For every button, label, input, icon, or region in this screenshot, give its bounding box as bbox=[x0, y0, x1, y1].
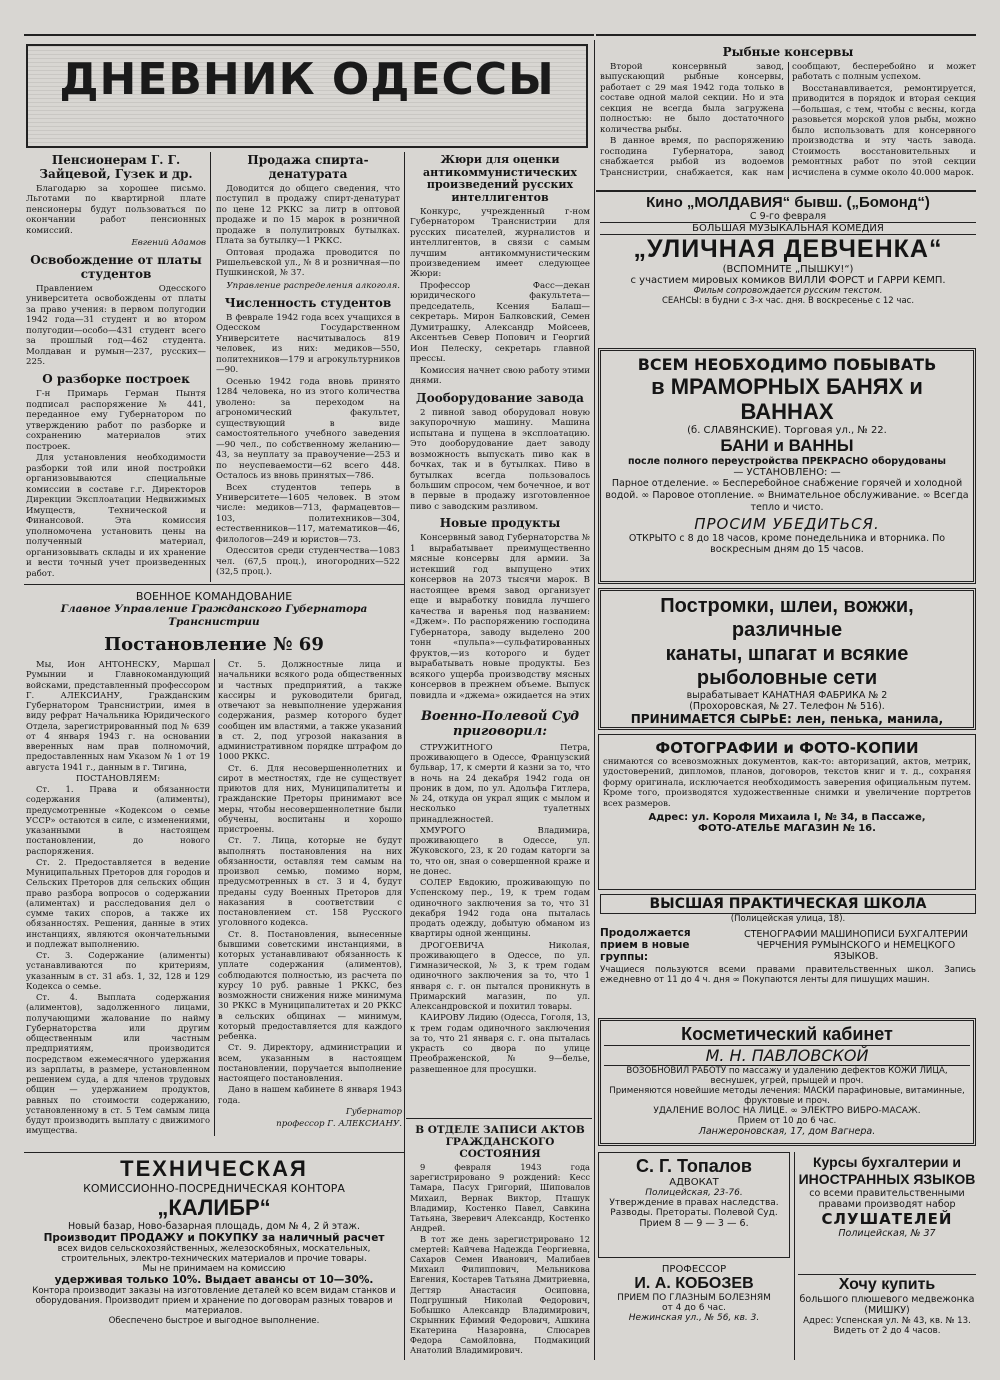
kobozev-title: ПРОФЕССОР bbox=[661, 1264, 727, 1275]
decree-title: Постановление № 69 bbox=[104, 634, 324, 656]
kobozev-address: Нежинская ул., № 56, кв. 3. bbox=[628, 1313, 760, 1323]
topalov-hours: Прием 8 — 9 — 3 — 6. bbox=[639, 1218, 749, 1229]
article-registry bbox=[410, 1122, 590, 1360]
decree-article-6: Ст. 6. Для несовершеннолетних и сирот в местностях, где не существует приютов для них, Муниципалитеты и гражданские Преторы принимают все меры, чтобы несовершеннолетние были обучены, воспитаны и хорошо пристроены. bbox=[218, 762, 402, 835]
ad-photo bbox=[598, 734, 976, 890]
decree-article-9: Ст. 9. Директору, администрации и всем, указанным в настоящем постановлении, поручается выполнение настоящего постановления. bbox=[218, 1042, 402, 1084]
topalov-address: Полицейская, 23-76. bbox=[645, 1188, 743, 1198]
cosmetic-methods: Применяются новейшие методы лечения: МАСКИ парафиновые, витаминные, фруктовые и проч. bbox=[609, 1086, 965, 1106]
cinema-film-title: „УЛИЧНАЯ ДЕВЧЕНКА“ bbox=[633, 235, 943, 263]
cinema-name: Кино „МОЛДАВИЯ“ бывш. („Бомонд“) bbox=[646, 194, 930, 211]
article-title-brewery: Дооборудование завода bbox=[416, 390, 584, 405]
ad-school bbox=[600, 894, 976, 1016]
cosmetic-address: Ланжероновская, 17, дом Вагнера. bbox=[698, 1126, 876, 1137]
court-title: Военно-Полевой Суд приговорил: bbox=[420, 709, 580, 739]
ad-bear bbox=[798, 1276, 976, 1360]
kalibr-commission: Мы не принимаем на комиссию bbox=[142, 1264, 286, 1274]
cinema-subtitle: (ВСПОМНИТЕ „ПЫШКУ!“) bbox=[722, 263, 854, 275]
registry-deaths: В тот же день зарегистрировано 12 смертей: Кайчева Надежда Георгиевна, Сахаров Семен Иванович, Малибаев Михаил Филиппович, Мельникова Евгения, Костарев Татьяна Дмитриевна, Дегтяр Анастасия Осиповна, Подгрушный Николай Федорович, Бобышко Александр Владимирович, Скрынник Ефимий Федорович, Ашкина Екатерина Назаровна, Слюсарев Федора Самойловна, Подмакиций Анатолий Владимирович. bbox=[410, 1233, 590, 1356]
ad-baths bbox=[598, 348, 976, 584]
baths-headline: ВСЕМ НЕОБХОДИМО ПОБЫВАТЬ bbox=[637, 355, 937, 374]
decree-given: Дано в нашем кабинете 8 января 1943 года. bbox=[218, 1084, 402, 1105]
decree-article-2: Ст. 2. Предоставляется в ведение Муниципальных Преторов для городов и Сельских Преторов для сельских общин право разбора вопросов о содержании (алиментах) и расследования дел о сумме таких споров, а также их обязанностях. Решения, данные в этих инстанциях, являются окончательными и подлежат выполнению. bbox=[26, 856, 210, 949]
article-body-students-count-1: В феврале 1942 года всех учащихся в Одесском Государственном Университете насчитывалось 819 человек, из них: медиков—550, политехников—179 и агрокультурников—90. bbox=[216, 312, 400, 376]
article-body-buildings-1: Г-н Примарь Герман Пынтя подписал распоряжение № 441, переданное ему Губернатором по утверждению работ по разборке и сохранению материалов этих построек. bbox=[26, 389, 206, 452]
school-address: (Полицейская улица, 18). bbox=[730, 914, 846, 924]
article-title-pensioners: Пенсионерам Г. Г. Зайцевой, Гузек и др. bbox=[39, 153, 193, 181]
ad-kalibr bbox=[26, 1156, 402, 1360]
court-verdict-2: ХМУРОГО Владимира, проживающего в Одессе, ул. Жуковского, 23, к 20 годам каторги за то, что он, зная о совершенной краже и не донес. bbox=[410, 824, 590, 876]
photo-studio: ФОТО-АТЕЛЬЕ МАГАЗИН № 16. bbox=[698, 823, 876, 835]
article-title-students-fee: Освобождение от платы студентов bbox=[30, 253, 202, 281]
column-1 bbox=[26, 152, 206, 582]
kobozev-hours: от 4 до 6 час. bbox=[661, 1303, 726, 1313]
baths-address: (б. СЛАВЯНСКИЕ). Торговая ул., № 22. bbox=[687, 424, 887, 436]
article-body-spirit-1: Доводится до общего сведения, что поступил в продажу спирт-денатурат по цене 12 РККС за литр в оптовой продаже и по 15 марок в розничной продаже в полулитровых бутылках. Плата за бутылку—1 РККС. bbox=[216, 183, 400, 247]
masthead bbox=[26, 44, 588, 148]
article-title-buildings: О разборке построек bbox=[42, 372, 190, 387]
decree-administration: Главное Управление Гражданского Губернатора Транснистрии bbox=[60, 603, 368, 628]
ad-cosmetic bbox=[598, 1018, 976, 1146]
ad-kobozev bbox=[598, 1264, 790, 1360]
kalibr-goods: всех видов сельскохозяйственных, железоскобяных, москательных, строительных, электро-технических материалов и прочие товары. bbox=[57, 1244, 371, 1264]
kalibr-name: „КАЛИБР“ bbox=[157, 1195, 271, 1220]
baths-installed: — УСТАНОВЛЕНО: — bbox=[733, 466, 841, 478]
court-verdict-3: СОЛЕР Евдокию, проживающую по Успенскому пер., 19, к трем годам одиночного заключения за то, что 31 декабря 1942 года она пыталась продать одежду, добытую обманом из квартиры одной женщины. bbox=[410, 877, 590, 939]
baths-name: в МРАМОРНЫХ БАНЯХ и ВАННАХ bbox=[651, 374, 923, 425]
decree-article-5: Ст. 5. Должностные лица и начальники всякого рода общественных и частных предприятий, а также кассиры и руководители бригад, отвечают за невыполнение удержания содержания, размер которого будет сообщен им властями, а также указаний в ст. 2, под угрозой наказания в административном порядке штрафом до 1000 РККС. bbox=[218, 659, 402, 762]
baths-renovated: после полного переустройства ПРЕКРАСНО оборудованы bbox=[627, 455, 947, 467]
decree-article-4: Ст. 4. Выплата содержания (алиментов), задолженного лицами, получающими жалование по найму Губернаторства или другим общественным или частным предприятиям, производится посредством ежемесячного удержания из зарплаты, в размере, установленном решением суда, а для членов трудовых общин — удержанием продуктов, равных по стоимости содержанию, установленному в ст. 5 Тем самым лица будут производить выплату с движимого имущества. bbox=[26, 992, 210, 1136]
court-verdict-4: ДРОГОЕВИЧА Николая, проживающего в Одессе, по ул. Гимназической, № 3, к трем годам одиночного заключения за то, что 1 января с. г. он пытался проникнуть в Примарский магазин, по ул. Александровской и похитил товары. bbox=[410, 939, 590, 1012]
column-2 bbox=[216, 152, 400, 582]
registry-births: 9 февраля 1943 года зарегистрировано 9 рождений: Кесс Тамара, Пасух Григорий, Шиповалов Михаил, Вернак Виктор, Пташук Владимир, Костенко Павел, Савкина Татьяна, Зверевич Александр, Костенко Андрей. bbox=[410, 1162, 590, 1233]
article-title-spirit: Продажа спирта-денатурата bbox=[247, 153, 369, 181]
kobozev-specialty: ПРИЕМ ПО ГЛАЗНЫМ БОЛЕЗНЯМ bbox=[617, 1293, 771, 1303]
courses-students: СЛУШАТЕЛЕЙ bbox=[821, 1209, 953, 1228]
article-body-jury-1: Конкурс, учрежденный г-ном Губернатором Транснистрии для русских писателей, журналистов и интеллигентов, в связи с самым лучшим антикоммунистическим произведением имеет следующее Жюри: bbox=[410, 206, 590, 280]
article-body-students-count-2: Осенью 1942 года вновь принято 1284 человека, но из этого количества уволено: за переходом на агрономический факультет, существующий в виде самостоятельного учебного заведения—90 чел., по собственному желанию—43, за неуплату за правоучение—253 и по неуспеваемости—62 всего 448. Осталось из вновь принятых—786. bbox=[216, 376, 400, 482]
decree-command: ВОЕННОЕ КОМАНДОВАНИЕ bbox=[135, 590, 293, 603]
article-body-students-fee: Правлением Одесского университета освобождены от платы за право учения: в первом полугодии 1942 года—31 студент и во втором полугодии—особо—431 студент всего за прошлый год—462 студента. Молдаван и румын—237, русских—225. bbox=[26, 283, 206, 367]
article-body-buildings-2: Для установления необходимости разборки той или иной постройки организовываются специальные комиссии в составе г.г. Директоров Дирекции Эксплоатации Недвижимых Имуществ, Технической и Финансовой. Эта комиссия уполномочена установить цены на полученный материал, организовывать склады и их хранение и вести точный учет произведенных работ. bbox=[26, 453, 206, 579]
topalov-services: Утверждение в правах наследства. Разводы. Претораты. Полевой Суд. bbox=[609, 1198, 779, 1218]
masthead-title: ДНЕВНИК ОДЕССЫ bbox=[26, 44, 588, 148]
article-body-jury-2: Профессор Фасс—декан юридического факультета—председатель, Ксения Балаш—секретарь. Мирон Балковский, Семен Думитрашку, Александр Мойсеев, Аксентьев Север Попович и Георгий Ион Пелеску, секретарь главной прессы. bbox=[410, 280, 590, 365]
article-signature-adamov: Евгений Адамов bbox=[131, 238, 206, 249]
article-body-students-count-3: Всех студентов теперь в Университете—1605 человек. В этом числе: медиков—713, фармацевтов—103, политехников—304, естественников—117, математиков—46, филологов—249 и юристов—73. bbox=[216, 482, 400, 545]
baths-subheadline: БАНИ и ВАННЫ bbox=[720, 435, 854, 455]
cosmetic-services: ВОЗОБНОВИЛ РАБОТУ по массажу и удалению дефектов КОЖИ ЛИЦА, веснушек, угрей, прыщей и проч. bbox=[626, 1066, 948, 1086]
decree-signature-title: Губернатор bbox=[345, 1106, 402, 1117]
article-fish bbox=[600, 44, 976, 188]
ad-ropes bbox=[598, 588, 976, 730]
school-intake: Продолжается прием в новые группы: bbox=[600, 927, 691, 963]
baths-hours: ОТКРЫТО с 8 до 18 часов, кроме понедельника и вторника. По воскресным дням до 15 часов. bbox=[628, 532, 946, 555]
school-name: ВЫСШАЯ ПРАКТИЧЕСКАЯ ШКОЛА bbox=[600, 894, 976, 914]
baths-slogan: ПРОСИМ УБЕДИТЬСЯ. bbox=[694, 514, 880, 533]
article-title-fish: Рыбные консервы bbox=[722, 45, 854, 59]
topalov-name: С. Г. Топалов bbox=[636, 1156, 752, 1176]
cosmetic-hours: Прием от 10 до 6 час. bbox=[737, 1116, 837, 1126]
courses-address: Полицейская, № 37 bbox=[838, 1227, 936, 1239]
cinema-note: Фильм сопровождается русским текстом. bbox=[693, 285, 883, 296]
article-title-students-count: Численность студентов bbox=[224, 295, 392, 310]
article-body-fish-3: Восстанавливается, ремонтируется, приводится в порядок и вторая секция—большая, с тем, чтобы с весны, когда разовьется морской улов рыбы, можно было использовать для консервного производства и эту часть завода. Стоимость восстановительных и ремонтных работ по этой секции исчислена в сумме около 40.000 марок. bbox=[792, 83, 976, 178]
kalibr-type: КОМИССИОННО-ПОСРЕДНИЧЕСКАЯ КОНТОРА bbox=[83, 1182, 345, 1195]
kalibr-trade: Производит ПРОДАЖУ и ПОКУПКУ за наличный расчет bbox=[43, 1232, 385, 1244]
cinema-date: С 9-го февраля bbox=[749, 211, 827, 222]
kalibr-terms: удерживая только 10%. Выдает авансы от 10—30%. bbox=[54, 1274, 374, 1286]
bear-title: Хочу купить bbox=[838, 1276, 936, 1293]
kalibr-address: Новый базар, Ново-базарная площадь, дом № 4, 2 й этаж. bbox=[67, 1221, 361, 1232]
court-verdict-1: СТРУЖИТНОГО Петра, проживающего в Одессе, Французский бульвар, 17, к смерти й казни за то, что в ночь на 24 декабря 1942 года он проник в дом, по ул. Адольфа Гитлера, № 24, откуда он украл ящик с мылом и несколько туалетных принадлежностей. bbox=[410, 741, 590, 824]
cosmetic-title: Косметический кабинет bbox=[681, 1024, 893, 1044]
article-body-pensioners: Благодарю за хорошее письмо. Льготами по квартирной плате пенсионеры будут пользоваться по окончании работ пенсионных комиссий. bbox=[26, 183, 206, 236]
article-body-fish-2: В данное время, по распоряжению господина Губернатора, завод снабжается рыбой из водоемов Транснистрии, снабжается, как нам сообщают, бесперебойно и может работать с полным успехом. bbox=[600, 61, 976, 178]
bear-item: большого плюшевого медвежонка bbox=[799, 1294, 975, 1305]
article-body-jury-3: Комиссия начнет свою работу этими днями. bbox=[410, 365, 590, 387]
photo-headline: ФОТОГРАФИИ и ФОТО-КОПИИ bbox=[655, 739, 919, 757]
school-subjects: СТЕНОГРАФИИ МАШИНОПИСИ БУХГАЛТЕРИИ ЧЕРЧЕНИЯ РУМЫНСКОГО и НЕМЕЦКОГО ЯЗЫКОВ. bbox=[743, 928, 969, 962]
cinema-cast: с участием мировых комиков ВИЛЛИ ФОРСТ и ГАРРИ КЕМП. bbox=[630, 274, 946, 286]
decree-article-1: Ст. 1. Права и обязанности содержания (алименты), предусмотренные «Кодексом о семье УССР» остаются в силе, с изменениями, указанными в настоящем постановлении, до нового распоряжения. bbox=[26, 784, 210, 856]
cosmetic-owner: М. Н. ПАВЛОВСКОЙ bbox=[604, 1045, 970, 1066]
decree-article-8: Ст. 8. Постановления, вынесенные бывшими советскими инстанциями, в которых устанавливают обязанность к уплате содержания (алиментов), соблюдаются полностью, из расчета по курсу 10 руб. равные 1 РККС, без возможности снижения ниже минимума 30 РККС в Муниципалитетах и 20 РККС в сельских общинах — минимум, который предоставляется для каждого ребенка. bbox=[218, 928, 402, 1042]
article-body-brewery: 2 пивной завод оборудовал новую закупорочную машину. Машина испытана и пущена в эксплоатацию. Это дооборудование дает заводу возможность выпускать пиво как в бочках, так и в бутылках. Пиво в бутылках всегда пользовалось большим спросом, чем бочечное, и вот в первые в продажу изготовленное пиво с заводским разливом. bbox=[410, 407, 590, 512]
article-title-jury: Жюри для оценки антикоммунистических произведений русских интеллигентов bbox=[423, 153, 577, 204]
ad-courses bbox=[798, 1154, 976, 1272]
bear-item-name: (МИШКУ) bbox=[864, 1305, 910, 1316]
kalibr-orders: Контора производит заказы на изготовление деталей ко всем видам станков и оборудования. Производит прием и хранение по договорам разных товаров и материалов. bbox=[32, 1286, 396, 1316]
decree-signature-name: профессор Г. АЛЕКСИАНУ. bbox=[276, 1119, 402, 1130]
article-body-spirit-2: Оптовая продажа проводится по Ришельевской ул., № 8 и розничная—по Пушкинской, № 37. bbox=[216, 247, 400, 279]
cinema-sessions: СЕАНСЫ: в будни с 3-х час. дня. В воскресенье с 12 час. bbox=[661, 295, 915, 306]
decree-article-3: Ст. 3. Содержание (алименты) устанавливаются по критериям, указанным в ст. 31 абз. 1, 32, 128 и 129 Кодекса о семье. bbox=[26, 950, 210, 991]
ropes-line-2: канаты, шпагат и всякие рыболовные сети bbox=[665, 643, 909, 689]
courses-rights: со всеми правительственными правами производят набор bbox=[809, 1187, 965, 1210]
photo-description: снимаются со всевозможных документов, как-то: авторизаций, актов, метрик, удостоверений, дипломов, планов, договоров, текстов книг и т. д., сохраняя форму оригинала, исключается необходимость заверения официальным путем. Кроме того, производятся художественные снимки и увеличение портретов всех размеров. bbox=[603, 757, 971, 809]
ropes-line-1: Постромки, шлеи, вожжи, различные bbox=[660, 595, 914, 641]
kalibr-title: ТЕХНИЧЕСКАЯ bbox=[120, 1156, 308, 1181]
topalov-title: АДВОКАТ bbox=[669, 1177, 719, 1188]
photo-address: Адрес: ул. Короля Михаила I, № 34, в Пассаже, bbox=[648, 812, 926, 824]
cinema-genre: БОЛЬШАЯ МУЗЫКАЛЬНАЯ КОМЕДИЯ bbox=[600, 222, 976, 235]
article-signature-alcohol: Управление распределения алкоголя. bbox=[226, 280, 400, 291]
kobozev-name: И. А. КОБОЗЕВ bbox=[634, 1275, 754, 1292]
article-title-new-products: Новые продукты bbox=[439, 516, 561, 531]
school-note: Учащиеся пользуются всеми правами правительственных школ. Запись ежедневно от 11 до 4 ч. дня ∞ Покупаются ленты для пишущих машин. bbox=[600, 965, 976, 985]
bear-address: Адрес: Успенская ул. № 43, кв. № 13. Видеть от 2 до 4 часов. bbox=[803, 1316, 971, 1336]
ad-cinema bbox=[600, 194, 976, 344]
decree-intro: Мы, Ион АНТОНЕСКУ, Маршал Румынии и Главнокомандующий войсками, представленный профессором Г. АЛЕКСИАНУ, Гражданским Губернатором Транснистрии, имея в виду рефрат Начальника Юридического Отдела, зарегистрированный под № 639 от 4 января 1943 г. на основании вверенных нам прав полномочий, предоставленных нам Указом № 1 от 19 августа 1941 г., данным в г. Тигина, bbox=[26, 659, 210, 772]
ropes-address: (Прохоровская, № 27. Телефон № 516). bbox=[689, 701, 885, 712]
decree-article-7: Ст. 7. Лица, которые не будут выполнять постановления на них обязанности, оставляя тем самым на произвол семью, помимо норм, предусмотренных в ст. 3 и 4, будут преданы суду Военных Преторов для наказания в соответствии с постановлением ст. 158 Русского уголовного кодекса. bbox=[218, 835, 402, 928]
court-verdict-5: КАИРОВУ Лидию (Одесса, Гоголя, 13, к трем годам одиночного заключения за то, что 21 января с. г. она пыталась украсть со двора по улице Преображенской, № 9—белье, развешенное для просушки. bbox=[410, 1012, 590, 1074]
ropes-factory: вырабатывает КАНАТНАЯ ФАБРИКА № 2 bbox=[686, 690, 888, 701]
baths-features: Парное отделение. ∞ Бесперебойное снабжение горячей и холодной водой. ∞ Паровое отопление. ∞ Внимательное обслуживание. ∞ Всегда тепло и чисто. bbox=[605, 477, 969, 514]
article-body-students-count-4: Одесситов среди студенчества—1083 чел. (67,5 проц.), иногородних—522 (32,5 проц.). bbox=[216, 546, 400, 578]
kalibr-guarantee: Обеспечено быстрое и выгодное выполнение. bbox=[108, 1316, 320, 1326]
ropes-raw: ПРИНИМАЕТСЯ СЫРЬЕ: лен, пенька, манила, bbox=[630, 712, 944, 726]
column-3 bbox=[410, 152, 590, 700]
article-body-new-products: Консервный завод Губернаторства № 1 вырабатывает преимущественно мясные консервы для армии. За истекший год выпущено этих консервов на 2073 тысячи марок. В настоящее время завод организует еще и выработку повидла лучшего качества и варенья под названием: «Джем». По распоряжению господина Губернатора, заводу выделено 200 тонн «пульпа»—сульфатированных фруктов,—из которого и будет вырабатывать новые продукты. Без всякого ущерба производству мясных консервов в прежнем объеме. Выпуск повидла и «джема» ожидается на этих bbox=[410, 533, 590, 700]
article-body-fish-1: Второй консервный завод, выпускающий рыбные консервы, работает с 29 мая 1942 года только в составе одной малой секции. Но и эта секция не всегда была загружена полностью: не было достаточного количества рыбы. bbox=[600, 61, 784, 135]
cosmetic-hair: УДАЛЕНИЕ ВОЛОС НА ЛИЦЕ. ∞ ЭЛЕКТРО ВИБРО-МАСАЖ. bbox=[653, 1106, 921, 1116]
military-decree bbox=[26, 590, 402, 1148]
ad-topalov bbox=[598, 1152, 790, 1258]
decree-resolve: ПОСТАНОВЛЯЕМ: bbox=[75, 772, 161, 783]
registry-title: В ОТДЕЛЕ ЗАПИСИ АКТОВ ГРАЖДАНСКОГО СОСТОЯНИЯ bbox=[415, 1124, 585, 1161]
courses-title: Курсы бухгалтерии и ИНОСТРАННЫХ ЯЗЫКОВ bbox=[798, 1154, 976, 1187]
article-court bbox=[410, 708, 590, 1120]
